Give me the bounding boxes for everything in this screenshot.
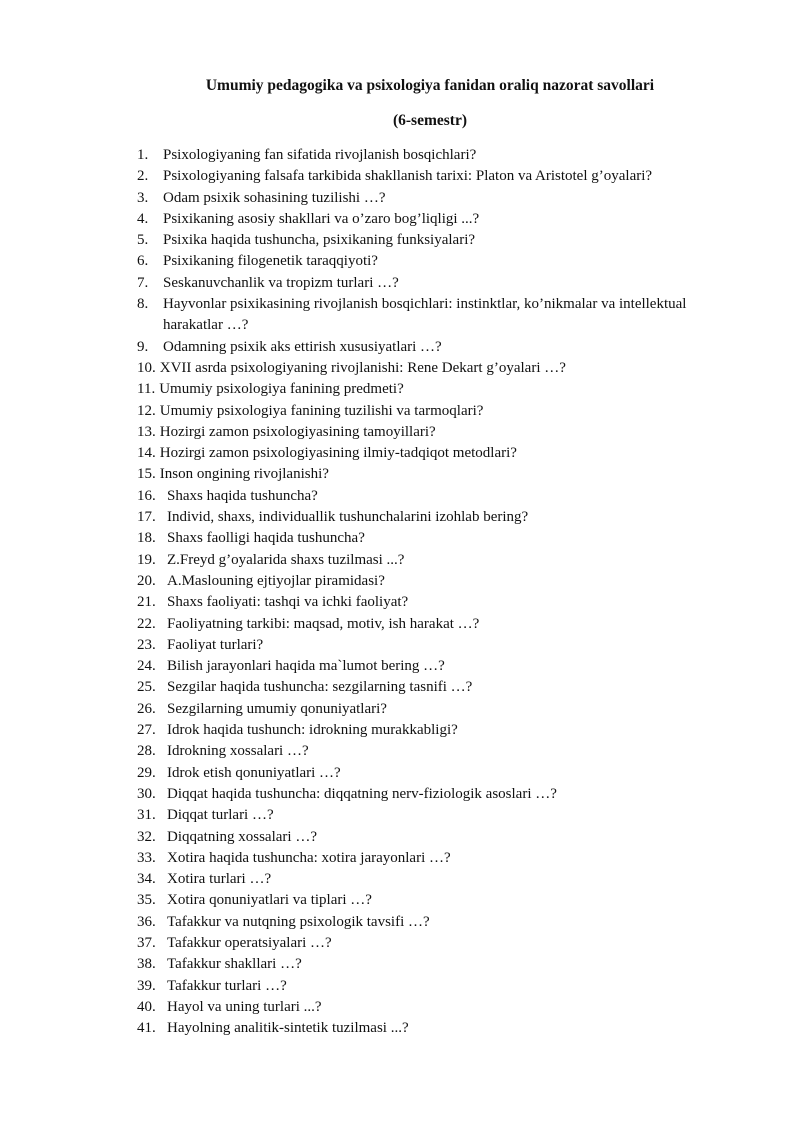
- question-text: Tafakkur turlari …?: [167, 977, 287, 994]
- question-item: [137, 784, 747, 805]
- question-item: [137, 592, 747, 613]
- question-item: [137, 401, 747, 422]
- question-number: 40.: [137, 998, 156, 1015]
- question-number: 3.: [137, 189, 149, 206]
- question-item: [137, 528, 747, 549]
- question-text: Tafakkur operatsiyalari …?: [167, 934, 332, 951]
- question-item: [137, 571, 747, 592]
- question-number: 8.: [137, 296, 149, 313]
- question-text: Hayvonlar psixikasining rivojlanish bosqichlari: instinktlar, ko’nikmalar va intellektual harakatlar …?: [163, 296, 687, 334]
- question-item: [137, 358, 747, 379]
- question-item: [137, 464, 747, 485]
- question-text: Hozirgi zamon psixologiyasining tamoyillari?: [159, 423, 436, 440]
- question-number: 31.: [137, 807, 156, 824]
- question-number: 38.: [137, 956, 156, 973]
- question-number: 28.: [137, 743, 156, 760]
- question-text: Psixikaning filogenetik taraqqiyoti?: [163, 253, 378, 270]
- question-number: 39.: [137, 977, 156, 994]
- question-text: Diqqat haqida tushuncha: diqqatning nerv-fiziologik asoslari …?: [167, 785, 557, 802]
- question-number: 13.: [137, 423, 156, 440]
- question-number: 2.: [137, 168, 149, 185]
- question-number: 9.: [137, 338, 149, 355]
- question-text: Faoliyatning tarkibi: maqsad, motiv, ish harakat …?: [167, 615, 480, 632]
- question-number: 35.: [137, 892, 156, 909]
- question-item: [137, 699, 747, 720]
- question-number: 23.: [137, 636, 156, 653]
- question-item: [137, 550, 747, 571]
- question-item: [137, 230, 747, 251]
- question-text: Sezgilarning umumiy qonuniyatlari?: [167, 700, 387, 717]
- question-number: 29.: [137, 764, 156, 781]
- question-number: 41.: [137, 1020, 156, 1037]
- question-number: 4.: [137, 210, 149, 227]
- question-text: Z.Freyd g’oyalarida shaxs tuzilmasi ...?: [167, 551, 405, 568]
- question-item: [137, 507, 747, 528]
- document-subtitle: (6-semestr): [392, 112, 467, 129]
- question-text: Seskanuvchanlik va tropizm turlari …?: [163, 274, 399, 291]
- question-text: Sezgilar haqida tushuncha: sezgilarning tasnifi …?: [167, 679, 473, 696]
- question-text: Diqqat turlari …?: [167, 807, 274, 824]
- question-text: Inson ongining rivojlanishi?: [159, 466, 329, 483]
- question-item: [137, 656, 747, 677]
- question-number: 26.: [137, 700, 156, 717]
- question-number: 17.: [137, 509, 156, 526]
- question-text: Idrokning xossalari …?: [167, 743, 309, 760]
- question-item: [137, 635, 747, 656]
- question-text: Idrok etish qonuniyatlari …?: [167, 764, 341, 781]
- question-item: [137, 869, 747, 890]
- question-item: [137, 912, 747, 933]
- question-text: Psixika haqida tushuncha, psixikaning funksiyalari?: [163, 232, 476, 249]
- question-text: Umumiy psixologiya fanining predmeti?: [159, 381, 404, 398]
- question-item: [137, 273, 747, 294]
- question-item: [137, 805, 747, 826]
- question-number: 30.: [137, 785, 156, 802]
- question-text: Idrok haqida tushunch: idrokning murakkabligi?: [167, 722, 458, 739]
- question-item: [137, 720, 747, 741]
- question-item: [137, 763, 747, 784]
- question-number: 25.: [137, 679, 156, 696]
- question-text: Faoliyat turlari?: [167, 636, 264, 653]
- question-text: Hozirgi zamon psixologiyasining ilmiy-tadqiqot metodlari?: [159, 445, 517, 462]
- question-number: 33.: [137, 849, 156, 866]
- question-number: 15.: [137, 466, 156, 483]
- question-text: Xotira qonuniyatlari va tiplari …?: [167, 892, 372, 909]
- question-number: 21.: [137, 594, 156, 611]
- question-item: [137, 976, 747, 997]
- question-text: Xotira turlari …?: [167, 871, 272, 888]
- question-item: [137, 443, 747, 464]
- question-text: Shaxs haqida tushuncha?: [167, 487, 318, 504]
- question-number: 32.: [137, 828, 156, 845]
- question-number: 16.: [137, 487, 156, 504]
- question-number: 11.: [137, 381, 156, 398]
- question-item: [137, 933, 747, 954]
- question-item: [137, 677, 747, 698]
- question-text: Odamning psixik aks ettirish xususiyatlari …?: [163, 338, 442, 355]
- question-number: 37.: [137, 934, 156, 951]
- question-number: 27.: [137, 722, 156, 739]
- question-item: [137, 422, 747, 443]
- question-item: [137, 848, 747, 869]
- question-item: [137, 188, 747, 209]
- question-number: 22.: [137, 615, 156, 632]
- question-text: Bilish jarayonlari haqida ma`lumot bering …?: [167, 658, 445, 675]
- question-number: 34.: [137, 871, 156, 888]
- question-number: 18.: [137, 530, 156, 547]
- question-text: Shaxs faolligi haqida tushuncha?: [167, 530, 365, 547]
- question-text: Xotira haqida tushuncha: xotira jarayonlari …?: [167, 849, 451, 866]
- question-text: Psixologiyaning falsafa tarkibida shakllanish tarixi: Platon va Aristotel g’oyalari?: [163, 168, 653, 185]
- question-item: [137, 166, 747, 187]
- question-item: [137, 337, 747, 358]
- question-text: Psixologiyaning fan sifatida rivojlanish bosqichlari?: [163, 147, 477, 163]
- question-number: 19.: [137, 551, 156, 568]
- question-item: [137, 145, 747, 166]
- question-text: Individ, shaxs, individuallik tushunchalarini izohlab bering?: [167, 509, 529, 526]
- question-number: 20.: [137, 572, 156, 589]
- question-number: 12.: [137, 402, 156, 419]
- document-title: Umumiy pedagogika va psixologiya fanidan oraliq nazorat savollari: [205, 77, 655, 94]
- question-number: 36.: [137, 913, 156, 930]
- question-item: [137, 741, 747, 762]
- question-item: [137, 251, 747, 272]
- question-text: A.Maslouning ejtiyojlar piramidasi?: [167, 572, 385, 589]
- question-item: [137, 954, 747, 975]
- question-item: [137, 1018, 747, 1039]
- question-text: Shaxs faoliyati: tashqi va ichki faoliyat?: [167, 594, 409, 611]
- question-number: 7.: [137, 274, 149, 291]
- question-item: [137, 294, 747, 337]
- question-text: Odam psixik sohasining tuzilishi …?: [163, 189, 386, 206]
- question-text: Hayol va uning turlari ...?: [167, 998, 322, 1015]
- question-text: XVII asrda psixologiyaning rivojlanishi: Rene Dekart g’oyalari …?: [159, 359, 566, 376]
- question-text: Hayolning analitik-sintetik tuzilmasi ...?: [167, 1020, 409, 1037]
- question-text: Tafakkur va nutqning psixologik tavsifi …?: [167, 913, 430, 930]
- question-item: [137, 209, 747, 230]
- question-item: [137, 379, 747, 400]
- question-item: [137, 890, 747, 911]
- question-list: [137, 145, 747, 1039]
- question-text: Diqqatning xossalari …?: [167, 828, 317, 845]
- question-item: [137, 486, 747, 507]
- question-number: 10.: [137, 359, 156, 376]
- question-text: Umumiy psixologiya fanining tuzilishi va tarmoqlari?: [159, 402, 484, 419]
- question-number: 14.: [137, 445, 156, 462]
- question-number: 24.: [137, 658, 156, 675]
- question-number: 6.: [137, 253, 149, 270]
- question-text: Psixikaning asosiy shakllari va o’zaro bog’liqligi ...?: [163, 210, 480, 227]
- question-item: [137, 997, 747, 1018]
- question-item: [137, 614, 747, 635]
- question-item: [137, 827, 747, 848]
- question-text: Tafakkur shakllari …?: [167, 956, 302, 973]
- question-number: 1.: [137, 147, 149, 163]
- question-number: 5.: [137, 232, 149, 249]
